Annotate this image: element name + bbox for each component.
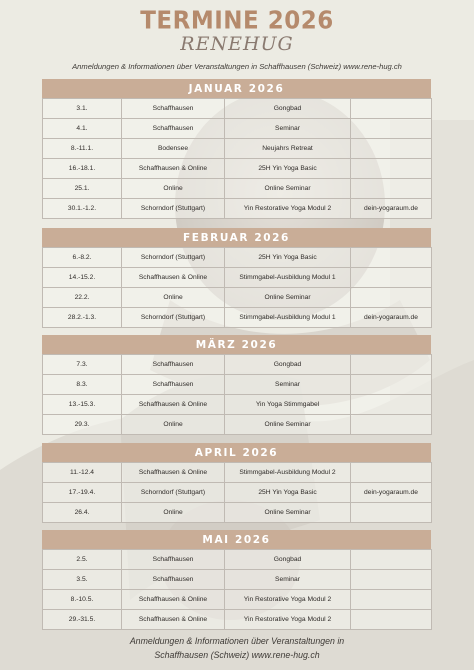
month-january (42, 79, 431, 219)
link-cell (351, 610, 432, 630)
table-row (43, 415, 432, 435)
date-cell: 8.-11.1. (43, 139, 122, 159)
table-row (43, 355, 432, 375)
event-cell: Yin Restorative Yoga Modul 2 (225, 590, 351, 610)
location-cell: Schorndorf (Stuttgart) (122, 248, 225, 268)
event-cell: 25H Yin Yoga Basic (225, 159, 351, 179)
table-row (43, 308, 432, 328)
schedule-table (42, 462, 432, 523)
link-cell (351, 550, 432, 570)
link-cell (351, 159, 432, 179)
location-cell: Online (122, 179, 225, 199)
date-cell: 30.1.-1.2. (43, 199, 122, 219)
link-cell (351, 395, 432, 415)
link-cell (351, 415, 432, 435)
table-row (43, 590, 432, 610)
table-row (43, 550, 432, 570)
location-cell: Schorndorf (Stuttgart) (122, 308, 225, 328)
location-cell: Schaffhausen (122, 570, 225, 590)
schedule-table (42, 98, 432, 219)
schedule-table (42, 247, 432, 328)
link-cell (351, 503, 432, 523)
event-cell: Stimmgabel-Ausbildung Modul 1 (225, 308, 351, 328)
event-cell: Gongbad (225, 355, 351, 375)
month-april (42, 443, 431, 523)
date-cell: 6.-8.2. (43, 248, 122, 268)
location-cell: Online (122, 503, 225, 523)
table-row (43, 610, 432, 630)
table-row (43, 248, 432, 268)
location-cell: Schaffhausen (122, 550, 225, 570)
link-cell (351, 570, 432, 590)
month-header: APRIL 2026 (42, 443, 431, 462)
date-cell: 4.1. (43, 119, 122, 139)
table-row (43, 199, 432, 219)
link-cell (351, 355, 432, 375)
table-row (43, 483, 432, 503)
link-cell (351, 248, 432, 268)
event-cell: Seminar (225, 375, 351, 395)
date-cell: 8.-10.5. (43, 590, 122, 610)
event-cell: 25H Yin Yoga Basic (225, 483, 351, 503)
link-cell (351, 288, 432, 308)
table-row (43, 99, 432, 119)
signature-logo: RENEHUG (180, 33, 294, 55)
link-cell (351, 268, 432, 288)
location-cell: Schaffhausen & Online (122, 610, 225, 630)
table-row (43, 375, 432, 395)
location-cell: Schaffhausen (122, 375, 225, 395)
footer-line[interactable]: Schaffhausen (Schweiz) www.rene-hug.ch (154, 650, 320, 660)
footer-line: Anmeldungen & Informationen über Veranstaltungen in (129, 636, 345, 646)
location-cell: Online (122, 415, 225, 435)
month-march (42, 335, 431, 435)
location-cell: Schaffhausen & Online (122, 463, 225, 483)
link-cell[interactable]: dein-yogaraum.de (351, 199, 432, 219)
link-cell (351, 99, 432, 119)
table-row (43, 268, 432, 288)
table-row (43, 570, 432, 590)
location-cell: Schorndorf (Stuttgart) (122, 199, 225, 219)
date-cell: 16.-18.1. (43, 159, 122, 179)
table-row (43, 463, 432, 483)
month-header: MAI 2026 (42, 530, 431, 549)
event-cell: Stimmgabel-Ausbildung Modul 2 (225, 463, 351, 483)
event-cell: Online Seminar (225, 415, 351, 435)
event-cell: Gongbad (225, 99, 351, 119)
event-cell: Yin Yoga Stimmgabel (225, 395, 351, 415)
event-cell: Online Seminar (225, 503, 351, 523)
event-cell: Online Seminar (225, 288, 351, 308)
event-cell: Seminar (225, 570, 351, 590)
date-cell: 8.3. (43, 375, 122, 395)
location-cell: Schaffhausen & Online (122, 590, 225, 610)
date-cell: 29.-31.5. (43, 610, 122, 630)
table-row (43, 119, 432, 139)
date-cell: 14.-15.2. (43, 268, 122, 288)
link-cell (351, 375, 432, 395)
event-cell: 25H Yin Yoga Basic (225, 248, 351, 268)
link-cell (351, 463, 432, 483)
date-cell: 3.5. (43, 570, 122, 590)
month-header: FEBRUAR 2026 (42, 228, 431, 247)
date-cell: 17.-19.4. (43, 483, 122, 503)
date-cell: 3.1. (43, 99, 122, 119)
event-cell: Yin Restorative Yoga Modul 2 (225, 610, 351, 630)
link-cell (351, 139, 432, 159)
location-cell: Schaffhausen & Online (122, 268, 225, 288)
month-header: JANUAR 2026 (42, 79, 431, 98)
event-cell: Online Seminar (225, 179, 351, 199)
month-may (42, 530, 431, 630)
page-footer (0, 634, 474, 662)
date-cell: 25.1. (43, 179, 122, 199)
location-cell: Schaffhausen & Online (122, 159, 225, 179)
date-cell: 7.3. (43, 355, 122, 375)
event-cell: Stimmgabel-Ausbildung Modul 1 (225, 268, 351, 288)
table-row (43, 139, 432, 159)
event-cell: Gongbad (225, 550, 351, 570)
month-february (42, 228, 431, 328)
schedule-table (42, 549, 432, 630)
event-cell: Yin Restorative Yoga Modul 2 (225, 199, 351, 219)
table-row (43, 179, 432, 199)
date-cell: 13.-15.3. (43, 395, 122, 415)
event-cell: Seminar (225, 119, 351, 139)
page-title: TERMINE 2026 (140, 6, 334, 36)
location-cell: Schorndorf (Stuttgart) (122, 483, 225, 503)
location-cell: Online (122, 288, 225, 308)
location-cell: Schaffhausen (122, 119, 225, 139)
date-cell: 29.3. (43, 415, 122, 435)
date-cell: 28.2.-1.3. (43, 308, 122, 328)
table-row (43, 288, 432, 308)
location-cell: Schaffhausen & Online (122, 395, 225, 415)
location-cell: Bodensee (122, 139, 225, 159)
table-row (43, 503, 432, 523)
link-cell (351, 590, 432, 610)
date-cell: 2.5. (43, 550, 122, 570)
page-subtitle: Anmeldungen & Informationen über Veranstaltungen in Schaffhausen (Schweiz) www.rene-hug.ch (72, 62, 402, 71)
date-cell: 11.-12.4 (43, 463, 122, 483)
link-cell (351, 179, 432, 199)
table-row (43, 159, 432, 179)
link-cell[interactable]: dein-yogaraum.de (351, 308, 432, 328)
date-cell: 26.4. (43, 503, 122, 523)
date-cell: 22.2. (43, 288, 122, 308)
schedule-table (42, 354, 432, 435)
month-header: MÄRZ 2026 (42, 335, 431, 354)
event-cell: Neujahrs Retreat (225, 139, 351, 159)
table-row (43, 395, 432, 415)
location-cell: Schaffhausen (122, 99, 225, 119)
link-cell (351, 119, 432, 139)
link-cell[interactable]: dein-yogaraum.de (351, 483, 432, 503)
location-cell: Schaffhausen (122, 355, 225, 375)
